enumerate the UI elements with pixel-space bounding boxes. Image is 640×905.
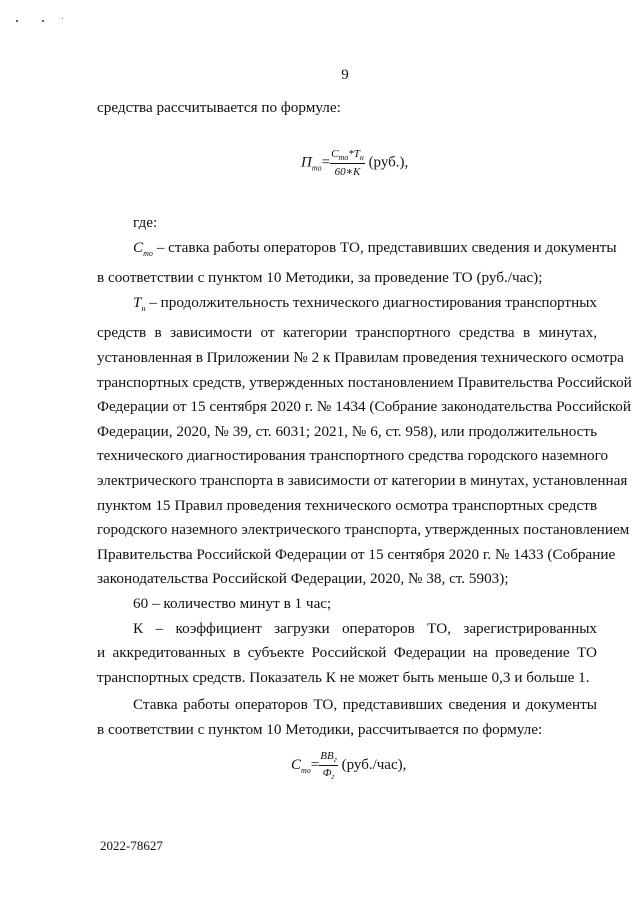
definitions-block	[97, 211, 632, 743]
def-k-line1: К – коэффициент загрузки операторов ТО, зарегистрированных	[133, 619, 597, 637]
scan-speck	[16, 20, 18, 22]
def-k-line3: транспортных средств. Показатель К не может быть меньше 0,3 и больше 1.	[97, 668, 590, 686]
def-tn-line: средств в зависимости от категории транспортного средства в минутах,	[97, 324, 597, 342]
intro-line: средства рассчитывается по формуле:	[97, 99, 341, 116]
def-cto-line2: в соответствии с пунктом 10 Методики, за проведение ТО (руб./час);	[97, 269, 543, 287]
def-tn-line: законодательства Российской Федерации, 2020, № 38, ст. 5903);	[97, 570, 509, 588]
def-tn-line: Правительства Российской Федерации от 15 сентября 2020 г. № 1433 (Собрание	[97, 545, 616, 563]
def-tn-line: технического диагностирования транспортного средства городского наземного	[97, 447, 609, 465]
formula-fraction: $\frac{ВВ_г}{Ф_г}$	[320, 750, 337, 782]
def-60: 60 – количество минут в 1 час;	[133, 594, 332, 612]
def-tn-line: Федерации от 15 сентября 2020 г. № 1434 (Собрание законодательства Российской	[97, 398, 631, 416]
def-tn-line1: $Т_н$ – продолжительность технического диагностирования транспортных	[133, 293, 597, 313]
def-tn-line: электрического транспорта в зависимости от категории в минутах, установленная	[97, 472, 628, 489]
def-k-line2: и аккредитованных в субъекте Российской Федерации на проведение ТО	[97, 644, 597, 662]
formula-cto: $С_{то}=$ $\frac{ВВ_г}{Ф_г}$ (руб./час),	[291, 750, 407, 782]
def-tn-line: транспортных средств, утвержденных постановлением Правительства Российской	[97, 373, 632, 391]
def-tn-line: городского наземного электрического транспорта, утвержденных постановлением	[97, 521, 630, 539]
formula-ptos: $П_{то}=$ $\frac{С_{то}*Т_н}{60∗К}$ (руб.),	[301, 148, 409, 179]
def-tn-line: установленная в Приложении № 2 к Правилам проведения технического осмотра	[97, 349, 624, 367]
def-cto-line1: $С_{то}$ – ставка работы операторов ТО, представивших сведения и документы	[133, 238, 617, 258]
document-id: 2022-78627	[100, 838, 163, 853]
rate-para-line1: Ставка работы операторов ТО, представивших сведения и документы	[133, 696, 597, 714]
def-tn-line: пунктом 15 Правил проведения технического осмотра транспортных средств	[97, 496, 597, 514]
where-label: где:	[133, 214, 158, 231]
scan-speck	[42, 20, 44, 22]
def-tn-line: Федерации, 2020, № 39, ст. 6031; 2021, № 6, ст. 958), или продолжительность	[97, 422, 597, 440]
scan-speck	[62, 18, 63, 19]
rate-para-line2: в соответствии с пунктом 10 Методики, рассчитывается по формуле:	[97, 720, 543, 738]
formula-fraction: $\frac{С_{то}*Т_н}{60∗К}$	[331, 148, 364, 179]
page-number: 9	[341, 67, 349, 83]
